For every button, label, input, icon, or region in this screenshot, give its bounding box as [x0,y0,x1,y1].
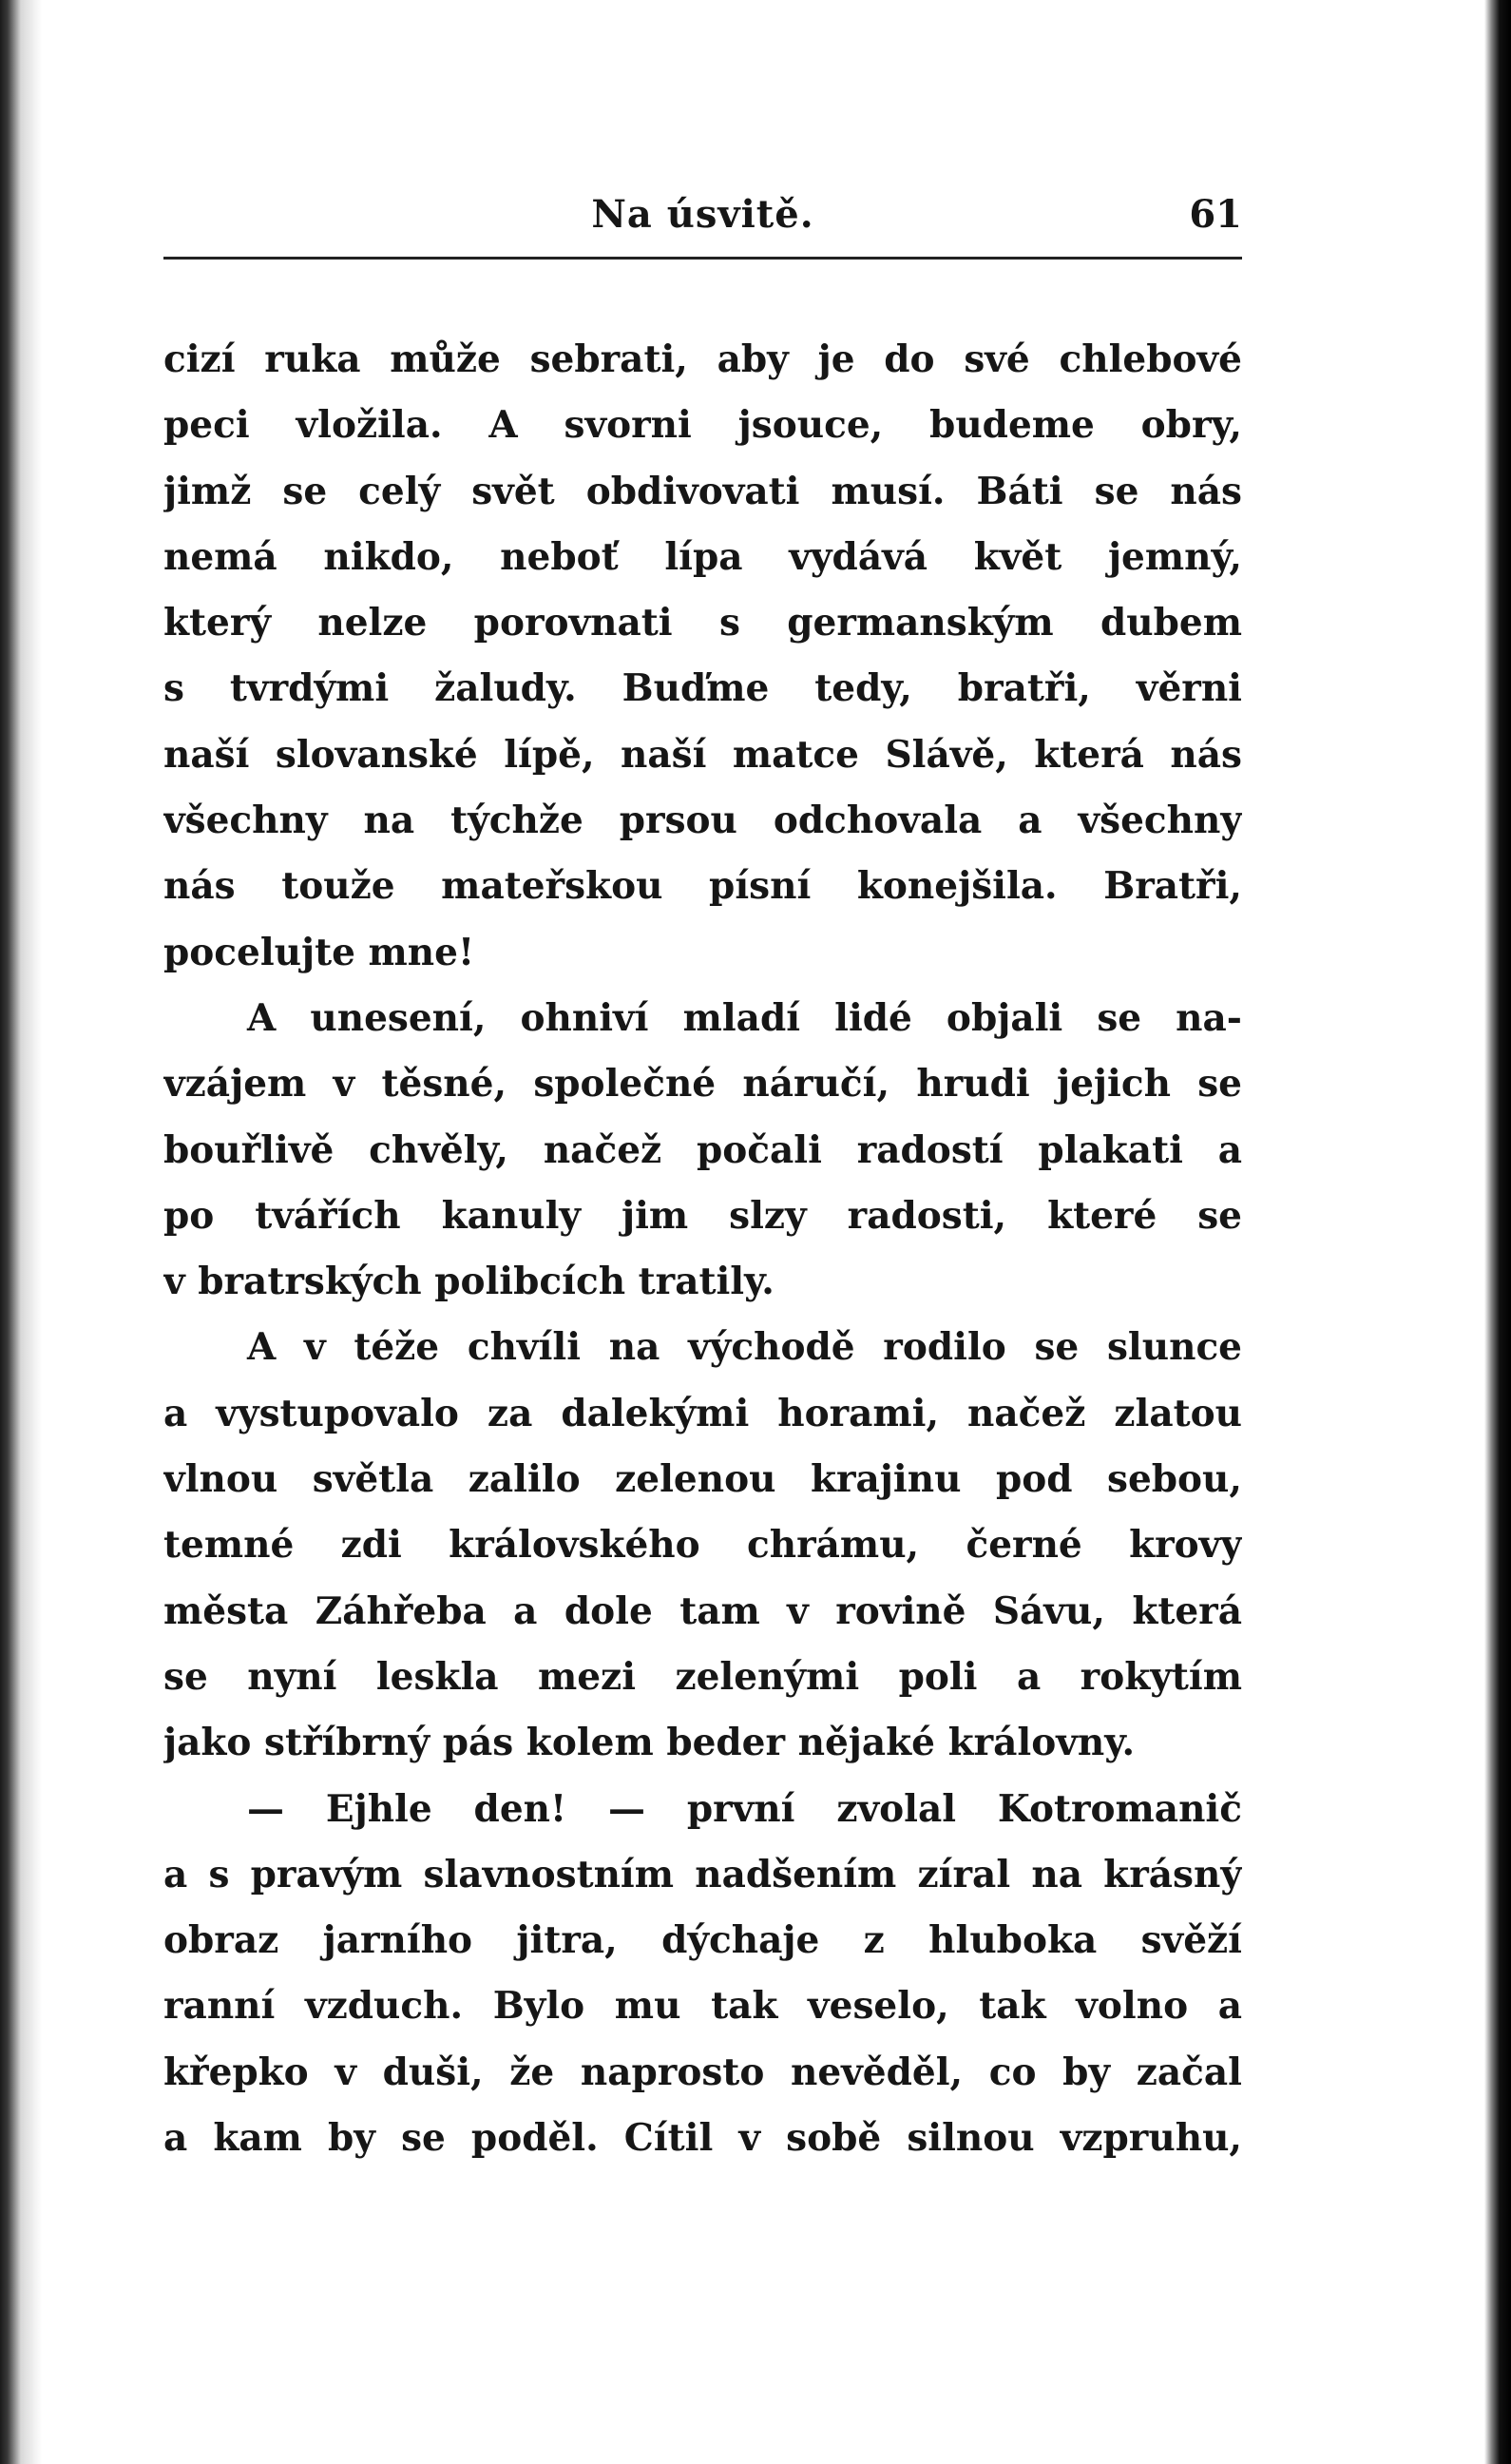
text-line: se nyní leskla mezi zelenými poli a rokytím [163,1654,1242,1699]
text-line: a s pravým slavnostním nadšením zíral na krásný [163,1852,1242,1896]
text-line: nemá nikdo, neboť lípa vydává květ jemný, [163,534,1242,579]
text-line: pocelujte mne! [163,930,475,974]
text-line: křepko v duši, že naprosto nevěděl, co by začal [163,2050,1242,2094]
text-line: cizí ruka může sebrati, aby je do své chlebové [163,337,1242,381]
text-line: a kam by se poděl. Cítil v sobě silnou vzpruhu, [163,2116,1242,2161]
text-line: naší slovanské lípě, naší matce Slávě, která nás [163,732,1242,777]
text-line: jimž se celý svět obdivovati musí. Báti se nás [163,469,1242,513]
text-line: města Záhřeba a dole tam v rovině Sávu, která [163,1588,1242,1633]
text-line: vlnou světla zalilo zelenou krajinu pod sebou, [163,1457,1242,1502]
running-title: Na úsvitě. [591,192,814,237]
scan-binding-edge-right [1484,0,1511,2464]
text-line: peci vložila. A svorni jsouce, budeme obry, [163,403,1242,448]
header-rule [163,257,1242,260]
text-line: v bratrských polibcích tratily. [163,1260,775,1304]
text-line: A v téže chvíli na východě rodilo se slunce [247,1325,1242,1370]
page-number: 61 [1189,192,1242,237]
text-line: obraz jarního jitra, dýchaje z hluboka svěží [163,1918,1242,1963]
text-line: který nelze porovnati s germanským dubem [163,601,1242,645]
text-line: vzájem v těsné, společné náručí, hrudi jejich se [163,1062,1242,1107]
text-line: bouřlivě chvěly, načež počali radostí plakati a [163,1127,1242,1172]
text-line: s tvrdými žaludy. Buďme tedy, bratři, věrni [163,666,1242,711]
text-line: ranní vzduch. Bylo mu tak veselo, tak volno a [163,1984,1242,2029]
text-line: A unesení, ohniví mladí lidé objali se na- [247,995,1242,1040]
text-line: a vystupovalo za dalekými horami, načež zlatou [163,1391,1242,1435]
text-line: — Ejhle den! — první zvolal Kotromanič [247,1786,1242,1831]
text-line: temné zdi královského chrámu, černé krovy [163,1523,1242,1568]
body-text [163,327,1242,2171]
page-header [163,188,1242,241]
text-line: po tvářích kanuly jim slzy radosti, které se [163,1193,1242,1238]
text-line: všechny na týchže prsou odchovala a všechny [163,799,1242,843]
book-page [163,0,1242,2464]
text-line: jako stříbrný pás kolem beder nějaké královny. [163,1721,1136,1765]
text-line: nás touže mateřskou písní konejšila. Bratři, [163,864,1242,909]
scan-binding-edge-left [0,0,42,2464]
